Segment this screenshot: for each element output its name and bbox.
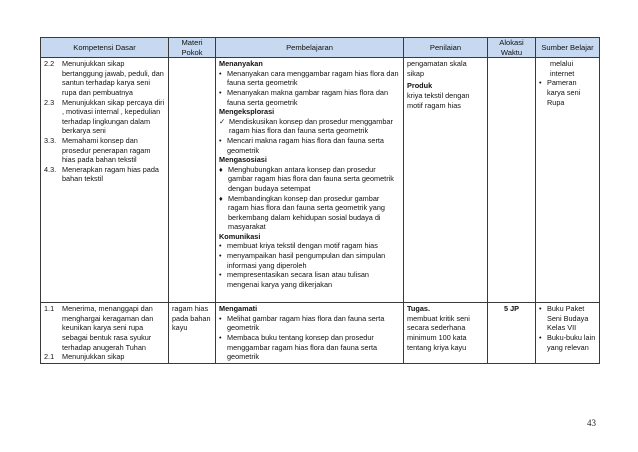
penilaian-produk-text: kriya tekstil dengan motif ragam hias bbox=[407, 90, 470, 110]
list-item: • Buku-buku lain yang relevan bbox=[539, 332, 596, 352]
header-penilaian: Penilaian bbox=[404, 38, 488, 58]
section-heading-menanyakan: Menanyakan bbox=[219, 59, 263, 69]
bullet-icon: • bbox=[219, 135, 222, 145]
cell-materi-pokok: ragam hias pada bahan kayu bbox=[169, 303, 216, 364]
checkmark-icon: ✓ bbox=[219, 116, 226, 126]
list-item: • Pameran karya seni Rupa bbox=[539, 78, 581, 107]
diamond-bullet-icon: ♦ bbox=[219, 164, 223, 174]
bullet-icon: • bbox=[539, 78, 542, 88]
cell-alokasi-waktu: 5 JP bbox=[488, 303, 536, 364]
kd-item: 2.2 Menunjukkan sikap bertanggung jawab, peduli, dan santun terhadap karya seni rupa dan pembuatnya bbox=[44, 59, 164, 97]
section-heading-mengasosiasi: Mengasosiasi bbox=[219, 155, 267, 165]
syllabus-table bbox=[40, 37, 600, 364]
cell-pembelajaran bbox=[216, 58, 404, 303]
table-row bbox=[41, 58, 600, 303]
cell-sumber-belajar bbox=[536, 303, 600, 364]
sumber-continued-text: melalui internet bbox=[550, 59, 575, 78]
header-alokasi-waktu: Alokasi Waktu bbox=[488, 38, 536, 58]
section-heading-mengamati: Mengamati bbox=[219, 304, 258, 314]
cell-penilaian bbox=[404, 58, 488, 303]
cell-kompetensi-dasar bbox=[41, 58, 169, 303]
bullet-icon: • bbox=[219, 270, 222, 280]
cell-pembelajaran bbox=[216, 303, 404, 364]
cell-sumber-belajar bbox=[536, 58, 600, 303]
header-materi-pokok: Materi Pokok bbox=[169, 38, 216, 58]
bullet-icon: • bbox=[219, 313, 222, 323]
list-item: • mempresentasikan secara lisan atau tulisan mengenai karya yang dikerjakan bbox=[219, 270, 369, 289]
list-item: ♦ Membandingkan konsep dan prosedur gambar ragam hias flora dan fauna serta geometrik yang berkembang dalam kehidupan sosial budaya di masyarakat bbox=[219, 193, 385, 232]
header-kompetensi-dasar: Kompetensi Dasar bbox=[41, 38, 169, 58]
list-item: • Buku Paket Seni Budaya Kelas VII bbox=[539, 304, 589, 333]
list-item: • Mencari makna ragam hias flora dan fauna serta geometrik bbox=[219, 135, 384, 155]
bullet-icon: • bbox=[219, 87, 222, 97]
table-header-row bbox=[41, 38, 600, 58]
kd-item: 3.3. Memahami konsep dan prosedur penerapan ragam hias pada bahan tekstil bbox=[44, 135, 151, 165]
header-pembelajaran: Pembelajaran bbox=[216, 38, 404, 58]
penilaian-tugas-label: Tugas. bbox=[407, 304, 430, 314]
diamond-bullet-icon: ♦ bbox=[219, 193, 223, 203]
cell-alokasi-waktu bbox=[488, 58, 536, 303]
cell-penilaian bbox=[404, 303, 488, 364]
list-item: • Melihat gambar ragam hias flora dan fauna serta geometrik bbox=[219, 313, 385, 333]
bullet-icon: • bbox=[219, 241, 222, 251]
bullet-icon: • bbox=[539, 304, 542, 314]
list-item: • membuat kriya tekstil dengan motif ragam hias bbox=[219, 241, 378, 251]
cell-materi-pokok bbox=[169, 58, 216, 303]
section-heading-mengeksplorasi: Mengeksplorasi bbox=[219, 107, 275, 117]
page-number: 43 bbox=[587, 418, 596, 428]
list-item: • menyampaikan hasil pengumpulan dan simpulan informasi yang diperoleh bbox=[219, 251, 386, 270]
header-sumber-belajar: Sumber Belajar bbox=[536, 38, 600, 58]
kd-item: 1.1 Menerima, menanggapi dan menghargai keragaman dan keunikan karya seni rupa sebagai bentuk rasa syukur terhadap anugerah Tuhan bbox=[44, 304, 154, 352]
penilaian-produk-label: Produk bbox=[407, 81, 433, 91]
kd-item: 2.1 Menunjukkan sikap bbox=[44, 352, 125, 362]
table-row bbox=[41, 303, 600, 364]
penilaian-text: pengamatan skala sikap bbox=[407, 59, 467, 78]
cell-kompetensi-dasar bbox=[41, 303, 169, 364]
list-item: • Membaca buku tentang konsep dan prosedur menggambar ragam hias flora dan fauna serta geometrik bbox=[219, 332, 378, 362]
list-item: • Menanyakan cara menggambar ragam hias flora dan fauna serta geometrik bbox=[219, 68, 399, 88]
kd-item: 4.3. Menerapkan ragam hias pada bahan tekstil bbox=[44, 164, 159, 184]
list-item: ♦ Menghubungkan antara konsep dan prosedur gambar ragam hias flora dan fauna serta geometrik dengan budaya setempat bbox=[219, 164, 394, 193]
section-heading-komunikasi: Komunikasi bbox=[219, 231, 261, 241]
bullet-icon: • bbox=[219, 68, 222, 78]
bullet-icon: • bbox=[539, 332, 542, 342]
bullet-icon: • bbox=[219, 332, 222, 342]
penilaian-tugas-text: membuat kritik seni secara sederhana minimum 100 kata tentang kriya kayu bbox=[407, 313, 470, 352]
bullet-icon: • bbox=[219, 251, 222, 261]
kd-item: 2.3 Menunjukkan sikap percaya diri , motivasi internal , kepedulian terhadap lingkungan dalam berkarya seni bbox=[44, 97, 165, 136]
list-item: • Menanyakan makna gambar ragam hias flora dan fauna serta geometrik bbox=[219, 87, 389, 107]
list-item: ✓ Mendiskusikan konsep dan prosedur menggambar ragam hias flora dan fauna serta geometrik bbox=[219, 116, 393, 136]
